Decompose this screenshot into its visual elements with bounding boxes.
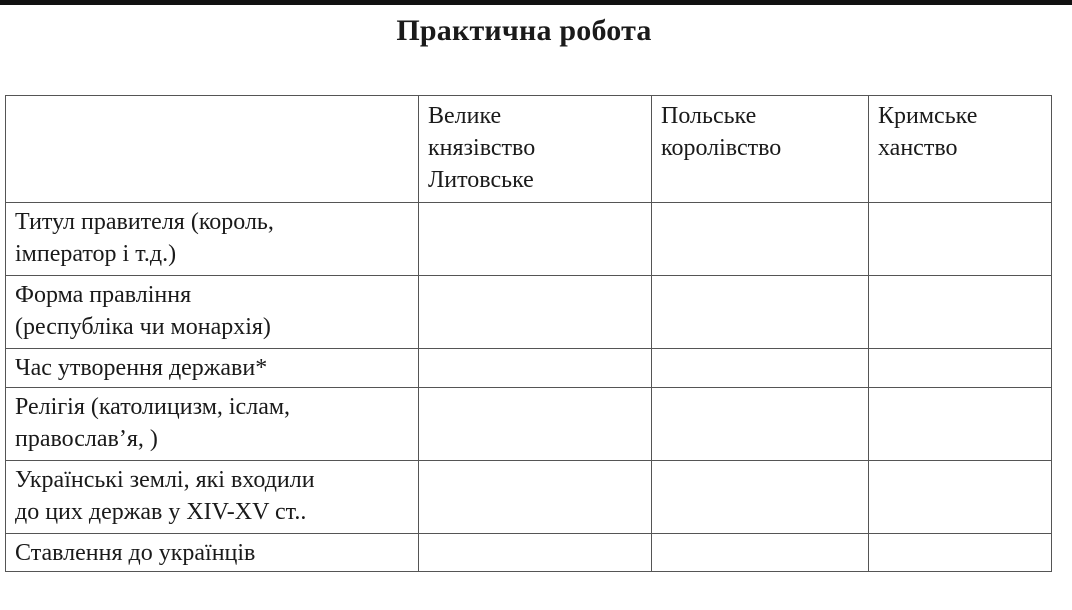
row-label-ruler-title [6, 203, 419, 276]
answer-cell[interactable] [869, 276, 1052, 349]
row-label-line: Релігія (католицизм, іслам, [15, 394, 291, 420]
table-row [6, 203, 1052, 276]
column-header-crimea [869, 96, 1052, 203]
row-label-line: Ставлення до українців [15, 540, 256, 566]
column-header-line: Велике [428, 103, 502, 129]
corner-cell [6, 96, 419, 203]
row-label-line: православ’я, ) [15, 426, 158, 452]
answer-cell[interactable] [652, 388, 869, 461]
answer-cell[interactable] [869, 203, 1052, 276]
row-label-government-form [6, 276, 419, 349]
answer-cell[interactable] [419, 203, 652, 276]
row-label-line: Час утворення держави* [15, 355, 268, 381]
row-label-line: Українські землі, які входили [15, 467, 315, 493]
table-header-row [6, 96, 1052, 203]
table-row [6, 276, 1052, 349]
page-title: Практична робота [396, 14, 652, 47]
column-header-line: князівство [428, 135, 536, 161]
column-header-line: королівство [661, 135, 782, 161]
table-row [6, 461, 1052, 534]
answer-cell[interactable] [652, 534, 869, 572]
answer-cell[interactable] [652, 349, 869, 388]
table-row [6, 534, 1052, 572]
row-label-line: (республіка чи монархія) [15, 314, 271, 340]
row-label-ukrainian-lands [6, 461, 419, 534]
table-row [6, 388, 1052, 461]
answer-cell[interactable] [652, 461, 869, 534]
answer-cell[interactable] [869, 388, 1052, 461]
row-label-founding-time [6, 349, 419, 388]
answer-cell[interactable] [652, 203, 869, 276]
column-header-line: Кримське [878, 103, 978, 129]
answer-cell[interactable] [419, 349, 652, 388]
table-row [6, 349, 1052, 388]
row-label-line: імператор і т.д.) [15, 241, 177, 267]
answer-cell[interactable] [419, 388, 652, 461]
row-label-line: Форма правління [15, 282, 192, 308]
answer-cell[interactable] [419, 276, 652, 349]
column-header-lithuania [419, 96, 652, 203]
answer-cell[interactable] [419, 534, 652, 572]
answer-cell[interactable] [869, 349, 1052, 388]
column-header-poland [652, 96, 869, 203]
answer-cell[interactable] [869, 461, 1052, 534]
top-edge-bar [0, 0, 1072, 5]
column-header-line: Польське [661, 103, 757, 129]
row-label-line: до цих держав у XIV-XV ст.. [15, 499, 307, 525]
answer-cell[interactable] [869, 534, 1052, 572]
row-label-religion [6, 388, 419, 461]
comparison-table [5, 95, 1052, 572]
column-header-line: ханство [878, 135, 958, 161]
column-header-line: Литовське [428, 167, 534, 193]
row-label-line: Титул правителя (король, [15, 209, 274, 235]
row-label-attitude [6, 534, 419, 572]
answer-cell[interactable] [652, 276, 869, 349]
answer-cell[interactable] [419, 461, 652, 534]
